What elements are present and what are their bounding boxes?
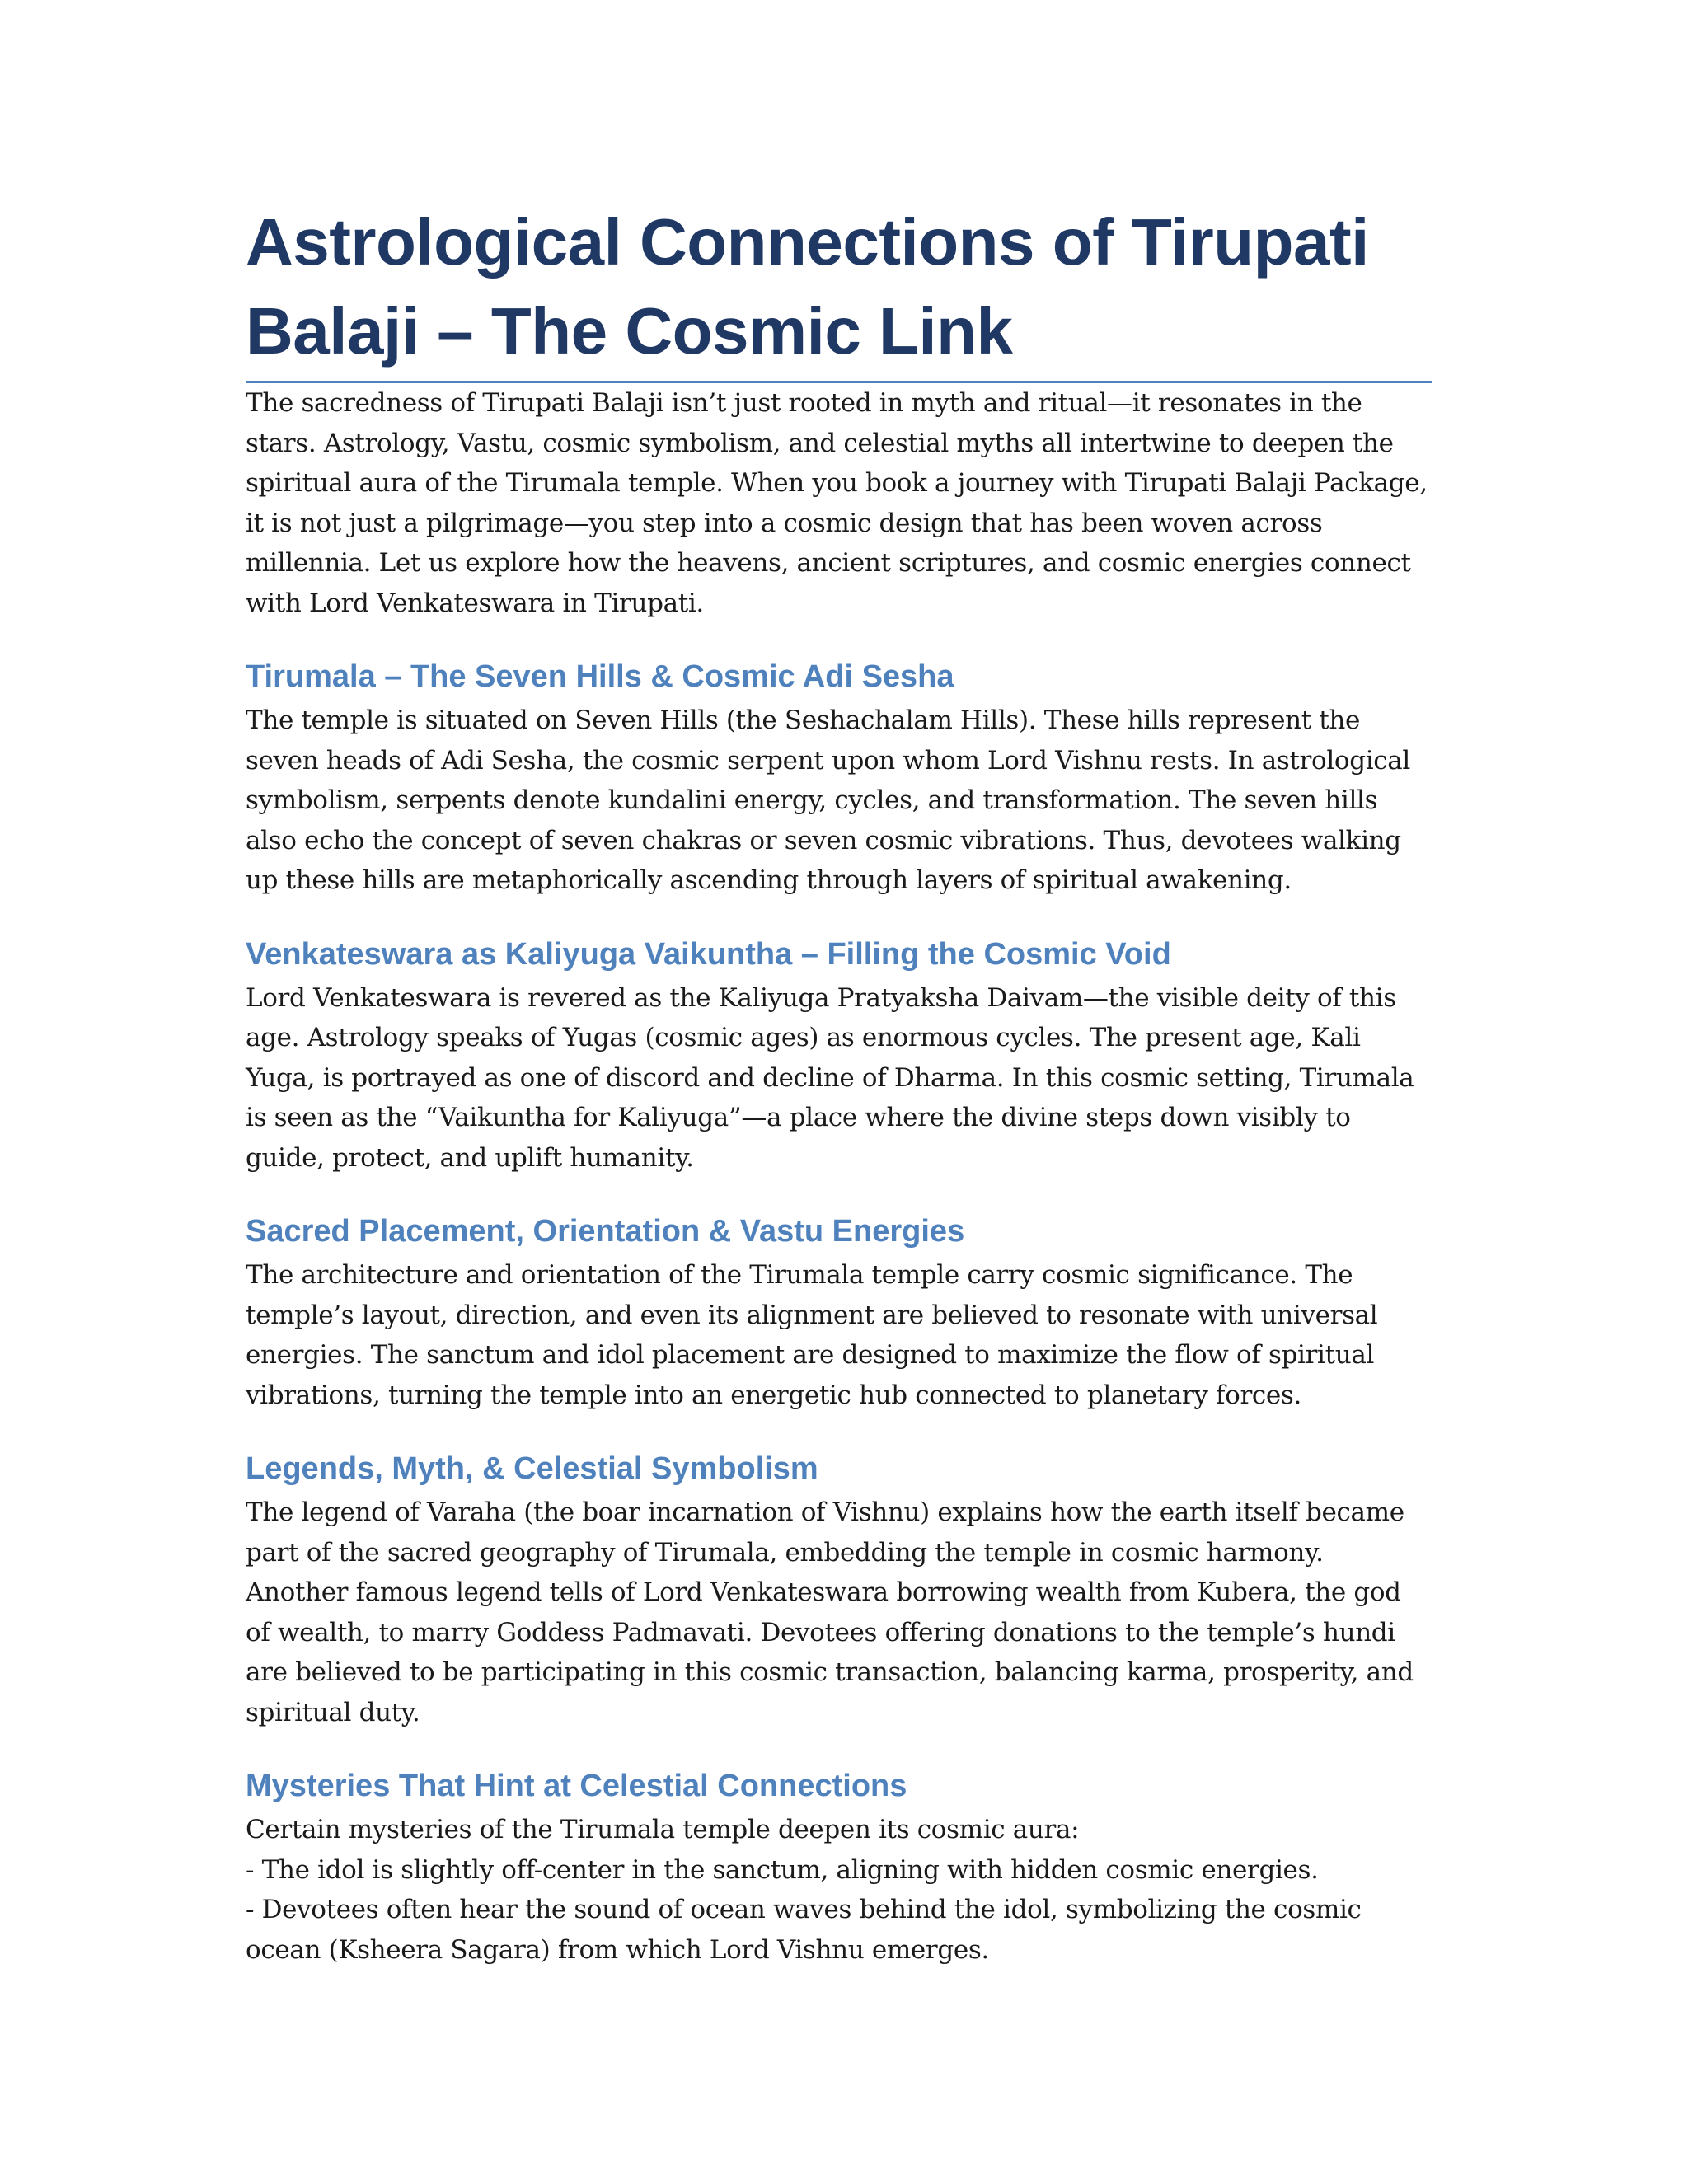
section-mysteries — [246, 1765, 1432, 1970]
section-body: The temple is situated on Seven Hills (the Seshachalam Hills). These hills represent the seven heads of Adi Sesha, the cosmic serpent upon whom Lord Vishnu rests. In astrological symbolism, serpents denote kundalini energy, cycles, and transformation. The seven hills also echo the concept of seven chakras or seven cosmic vibrations. Thus, devotees walking up these hills are metaphorically ascending through layers of spiritual awakening. — [246, 705, 1410, 895]
section-celestial-symbolism — [246, 1448, 1432, 1732]
intro-paragraph: The sacredness of Tirupati Balaji isn’t just rooted in myth and ritual—it resonates in the stars. Astrology, Vastu, cosmic symbolism, and celestial myths all intertwine to deepen the spiritual aura of the Tirumala temple. When you book a journey with Tirupati Balaji Package, it is not just a pilgrimage—you step into a cosmic design that has been woven across millennia. Let us explore how the heavens, ancient scriptures, and cosmic energies connect with Lord Venkateswara in Tirupati. — [246, 388, 1428, 618]
section-body: The legend of Varaha (the boar incarnation of Vishnu) explains how the earth itself became part of the sacred geography of Tirumala, embedding the temple in cosmic harmony. Another famous legend tells of Lord Venkateswara borrowing wealth from Kubera, the god of wealth, to marry Goddess Padmavati. Devotees offering donations to the temple’s hundi are believed to be participating in this cosmic transaction, balancing karma, prosperity, and spiritual duty. — [246, 1497, 1414, 1727]
section-body: Lord Venkateswara is revered as the Kaliyuga Pratyaksha Daivam—the visible deity of this age. Astrology speaks of Yugas (cosmic ages) as enormous cycles. The present age, Kali Yuga, is portrayed as one of discord and decline of Dharma. In this cosmic setting, Tirumala is seen as the “Vaikuntha for Kaliyuga”—a place where the divine steps down visibly to guide, protect, and uplift humanity. — [246, 982, 1414, 1173]
section-seven-hills — [246, 656, 1432, 901]
list-item: - Devotees often hear the sound of ocean waves behind the idol, symbolizing the cosmic ocean (Ksheera Sagara) from which Lord Vishnu emerges. — [246, 1895, 1362, 1965]
section-vastu-energies — [246, 1211, 1432, 1415]
list-item: - The idol is slightly off-center in the sanctum, aligning with hidden cosmic energies. — [246, 1854, 1319, 1885]
section-heading: Venkateswara as Kaliyuga Vaikuntha – Filling the Cosmic Void — [246, 936, 1171, 972]
document-page — [246, 198, 1432, 1970]
section-heading: Mysteries That Hint at Celestial Connections — [246, 1769, 907, 1803]
section-heading: Legends, Myth, & Celestial Symbolism — [246, 1451, 818, 1486]
document-title: Astrological Connections of Tirupati Balaji – The Cosmic Link — [246, 198, 1432, 383]
section-heading: Tirumala – The Seven Hills & Cosmic Adi Sesha — [246, 659, 954, 694]
section-body: The architecture and orientation of the Tirumala temple carry cosmic significance. The temple’s layout, direction, and even its alignment are believed to resonate with universal energies. The sanctum and idol placement are designed to maximize the flow of spiritual vibrations, turning the temple into an energetic hub connected to planetary forces. — [246, 1260, 1378, 1410]
section-body — [246, 1810, 1432, 1970]
section-heading: Sacred Placement, Orientation & Vastu Energies — [246, 1214, 965, 1249]
mysteries-intro-line: Certain mysteries of the Tirumala temple deepen its cosmic aura: — [246, 1815, 1080, 1844]
section-kaliyuga-vaikuntha — [246, 934, 1432, 1179]
